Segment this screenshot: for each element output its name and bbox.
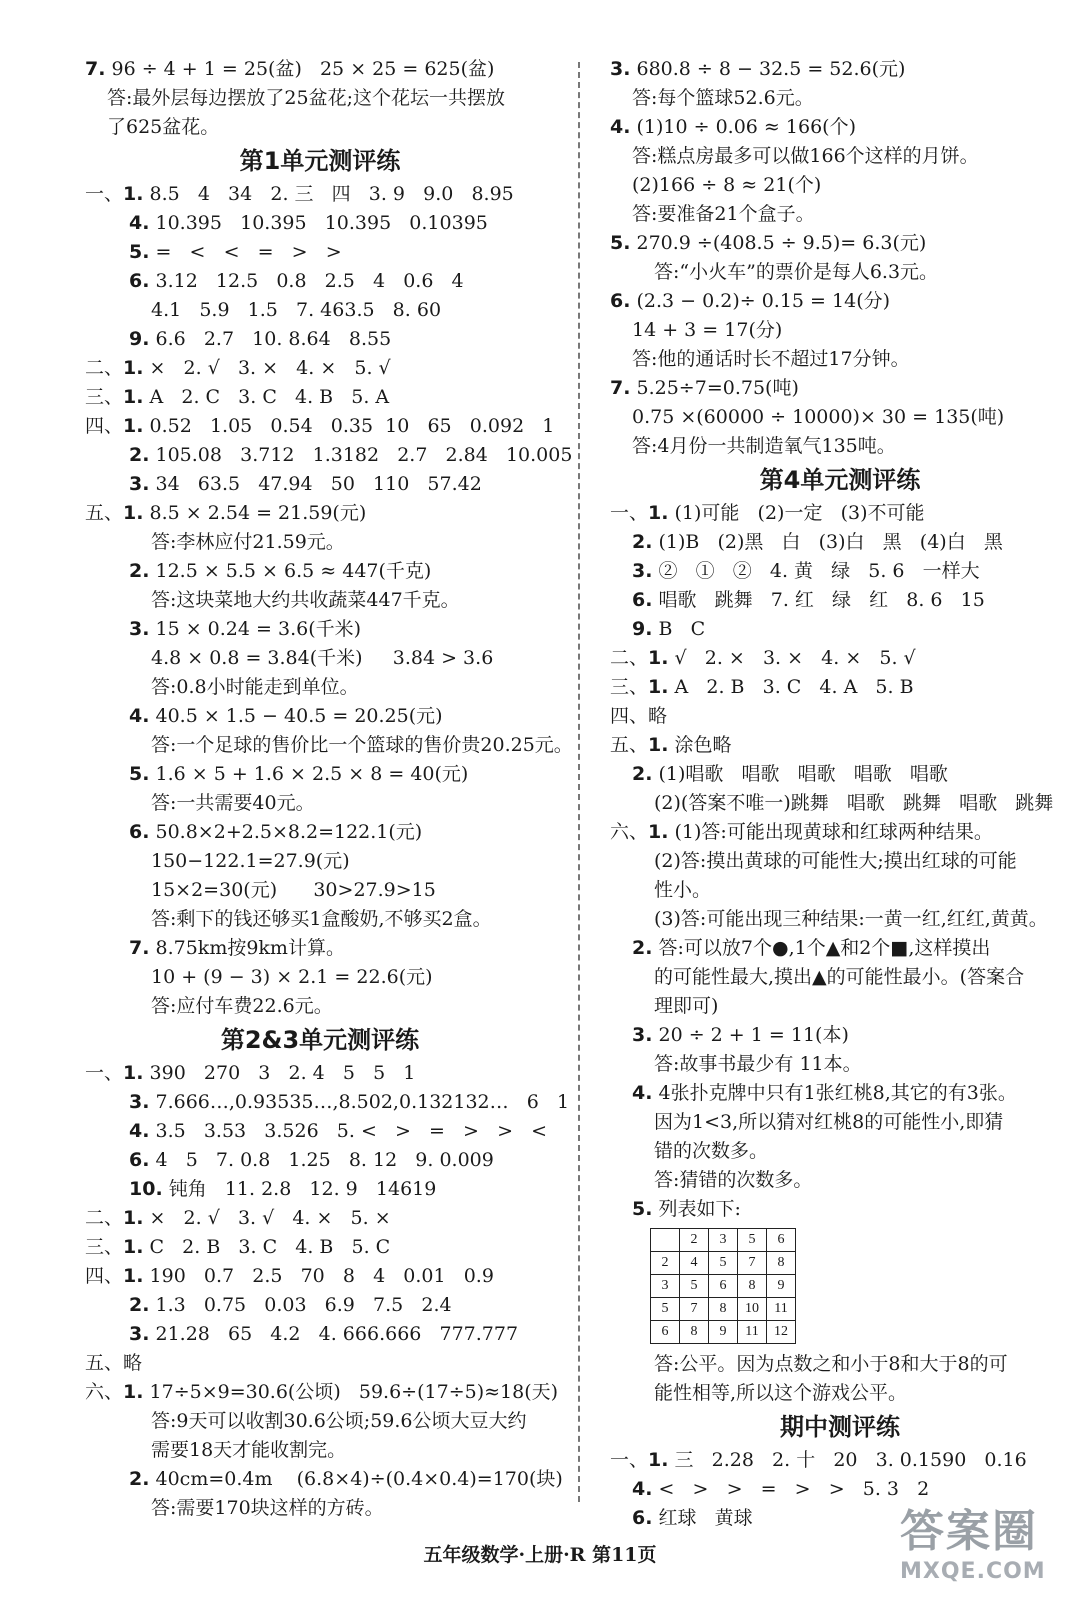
answer-line	[85, 528, 555, 557]
question-number: 3.	[632, 1024, 653, 1046]
table-cell: 8	[738, 1275, 767, 1298]
answer-line	[85, 905, 555, 934]
answer-line	[610, 905, 1070, 934]
section-prefix: 一、	[610, 502, 649, 524]
answer-text: 14 + 3 = 17(分)	[632, 319, 783, 341]
question-number: 4.	[632, 1082, 653, 1104]
answer-line	[610, 499, 1070, 528]
answer-line	[85, 113, 555, 142]
answer-line	[610, 374, 1070, 403]
answer-line	[610, 1079, 1070, 1108]
table-cell: 10	[738, 1298, 767, 1321]
answer-text: 8.5 4 34 2. 三 四 3. 9 9.0 8.95	[149, 183, 514, 205]
answer-text: 因为1<3,所以猜对红桃8的可能性小,即猜	[654, 1111, 1004, 1133]
answer-line	[85, 673, 555, 702]
section-prefix: 五、	[610, 734, 649, 756]
table-cell: 9	[767, 1275, 796, 1298]
question-number: 3.	[610, 58, 631, 80]
answer-text: 17÷5×9=30.6(公顷) 59.6÷(17÷5)≈18(天)	[149, 1381, 559, 1403]
table-cell: 2	[651, 1252, 680, 1275]
answer-text: 5.25÷7=0.75(吨)	[636, 377, 799, 399]
section-prefix: 二、	[85, 1207, 124, 1229]
answer-text: 34 63.5 47.94 50 110 57.42	[155, 473, 482, 495]
answer-text: 答:故事书最少有 11本。	[654, 1053, 862, 1075]
answer-line	[85, 789, 555, 818]
table-cell: 5	[738, 1229, 767, 1252]
table-cell: 3	[709, 1229, 738, 1252]
answer-line	[85, 731, 573, 760]
answer-line	[610, 1137, 1070, 1166]
answer-text: (1)唱歌 唱歌 唱歌 唱歌 唱歌	[658, 763, 948, 785]
answer-line	[85, 441, 573, 470]
answer-line	[85, 412, 555, 441]
question-number: 1.	[648, 676, 669, 698]
answer-line	[85, 876, 555, 905]
answer-text: 答:李林应付21.59元。	[151, 531, 345, 553]
question-number: 1.	[123, 183, 144, 205]
answer-line	[85, 702, 555, 731]
table-cell: 6	[709, 1275, 738, 1298]
answer-text: 190 0.7 2.5 70 8 4 0.01 0.9	[149, 1265, 494, 1287]
answer-text: 错的次数多。	[654, 1140, 769, 1162]
answer-text: 略	[648, 705, 668, 727]
answer-text: 答:一共需要40元。	[151, 792, 315, 814]
answer-text: 性小。	[654, 879, 712, 901]
watermark-top: 答案圈	[900, 1506, 1038, 1557]
answer-line	[610, 1050, 1070, 1079]
answer-text: 答:应付车费22.6元。	[151, 995, 333, 1017]
answer-text: 答:需要170块这样的方砖。	[151, 1497, 384, 1519]
answer-text: 15 × 0.24 = 3.6(千米)	[155, 618, 362, 640]
table-cell: 11	[738, 1321, 767, 1344]
answer-line	[85, 1146, 555, 1175]
watermark-bottom: MXQE.COM	[900, 1559, 1046, 1584]
section-prefix: 一、	[610, 1449, 649, 1471]
section-prefix: 二、	[610, 647, 649, 669]
answer-line	[610, 287, 1070, 316]
answer-line	[85, 1378, 559, 1407]
answer-text: A 2. C 3. C 4. B 5. A	[149, 386, 390, 408]
answer-line	[610, 876, 1070, 905]
answer-line	[610, 586, 1070, 615]
answer-text: 15×2=30(元) 30>27.9>15	[151, 879, 436, 901]
answer-text: 4.8 × 0.8 = 3.84(千米) 3.84 > 3.6	[151, 647, 494, 669]
section-prefix: 一、	[85, 183, 124, 205]
answer-text: B C	[658, 618, 706, 640]
answer-line	[610, 818, 1070, 847]
question-number: 3.	[632, 560, 653, 582]
answer-line	[85, 1291, 555, 1320]
answer-line	[610, 84, 1070, 113]
answer-text: 12.5 × 5.5 × 6.5 ≈ 447(千克)	[155, 560, 432, 582]
answer-text: 答:“小火车”的票价是每人6.3元。	[654, 261, 939, 283]
answer-text: 列表如下:	[658, 1198, 741, 1220]
table-row	[651, 1229, 796, 1252]
question-number: 1.	[648, 502, 669, 524]
section-prefix: 五、	[85, 502, 124, 524]
answer-text: 钝角 11. 2.8 12. 9 14619	[168, 1178, 437, 1200]
answer-line	[85, 1465, 563, 1494]
answer-text: (2.3 − 0.2)÷ 0.15 = 14(分)	[636, 290, 891, 312]
answer-line	[610, 847, 1070, 876]
answer-text: 0.52 1.05 0.54 0.35 10 65 0.092 1	[149, 415, 555, 437]
answer-line	[610, 113, 1070, 142]
answer-text: 3.5 3.53 3.526 5. < > = > > <	[155, 1120, 548, 1142]
table-cell: 11	[767, 1298, 796, 1321]
section-heading: 第1单元测评练	[239, 147, 401, 175]
table-cell: 6	[767, 1229, 796, 1252]
section-prefix: 四、	[85, 415, 124, 437]
question-number: 1.	[123, 1062, 144, 1084]
question-number: 1.	[123, 386, 144, 408]
answer-text: 4.1 5.9 1.5 7. 463.5 8. 60	[151, 299, 442, 321]
answer-text: 21.28 65 4.2 4. 666.666 777.777	[155, 1323, 519, 1345]
answer-text: 答:可以放7个●,1个▲和2个■,这样摸出	[658, 937, 991, 959]
question-number: 10.	[129, 1178, 163, 1200]
answer-line	[610, 229, 1070, 258]
right-column	[610, 55, 1070, 1533]
answer-text: (1)B (2)黑 白 (3)白 黑 (4)白 黑	[658, 531, 1003, 553]
answer-text: 答:他的通话时长不超过17分钟。	[632, 348, 910, 370]
answer-text: 答:最外层每边摆放了25盆花;这个花坛一共摆放	[107, 87, 505, 109]
answer-line	[85, 1088, 570, 1117]
question-number: 7.	[610, 377, 631, 399]
answer-line	[610, 1350, 1070, 1379]
table-cell: 6	[651, 1321, 680, 1344]
answer-line	[85, 1349, 555, 1378]
answer-line	[610, 963, 1070, 992]
answer-text: 答:一个足球的售价比一个篮球的售价贵20.25元。	[151, 734, 573, 756]
answer-text: 答:4月份一共制造氧气135吨。	[632, 435, 896, 457]
answer-text: × 2. √ 3. √ 4. × 5. ×	[149, 1207, 391, 1229]
answer-line	[85, 238, 555, 267]
question-number: 3.	[129, 618, 150, 640]
answer-text: 了625盆花。	[107, 116, 220, 138]
answer-text: 需要18天才能收割完。	[151, 1439, 347, 1461]
answer-text: 680.8 ÷ 8 − 32.5 = 52.6(元)	[636, 58, 906, 80]
question-number: 2.	[632, 937, 653, 959]
answer-line	[610, 200, 1070, 229]
answer-text: 理即可)	[654, 995, 719, 1017]
answer-text: 3.12 12.5 0.8 2.5 4 0.6 4	[155, 270, 464, 292]
question-number: 3.	[129, 1323, 150, 1345]
section-prefix: 三、	[610, 676, 649, 698]
section-heading: 第4单元测评练	[759, 466, 921, 494]
table-row	[651, 1321, 796, 1344]
answer-text: (3)答:可能出现三种结果:一黄一红,红红,黄黄。	[654, 908, 1048, 930]
question-number: 2.	[129, 560, 150, 582]
answer-line	[610, 1166, 1070, 1195]
answer-text: 8.5 × 2.54 = 21.59(元)	[149, 502, 367, 524]
question-number: 4.	[129, 212, 150, 234]
answer-line	[610, 934, 1070, 963]
answer-line	[610, 644, 1070, 673]
answer-text: √ 2. × 3. × 4. × 5. √	[674, 647, 916, 669]
answer-text: 略	[123, 1352, 143, 1374]
table-row	[651, 1252, 796, 1275]
answer-line	[610, 1021, 1070, 1050]
question-number: 3.	[129, 473, 150, 495]
answer-text: 涂色略	[674, 734, 732, 756]
left-column	[85, 55, 573, 1523]
question-number: 1.	[123, 415, 144, 437]
answer-line	[85, 1262, 555, 1291]
answer-line	[85, 557, 555, 586]
answer-text: 40cm=0.4m (6.8×4)÷(0.4×0.4)=170(块)	[155, 1468, 563, 1490]
question-number: 1.	[648, 1449, 669, 1471]
answer-text: (2)答:摸出黄球的可能性大;摸出红球的可能	[654, 850, 1017, 872]
answer-text: ② ① ② 4. 黄 绿 5. 6 一样大	[658, 560, 980, 582]
answer-text: < > > = > > 5. 3 2	[658, 1478, 930, 1500]
question-number: 4.	[610, 116, 631, 138]
question-number: 6.	[129, 270, 150, 292]
table-cell: 5	[680, 1275, 709, 1298]
question-number: 6.	[129, 1149, 150, 1171]
question-number: 9.	[129, 328, 150, 350]
answer-text: 0.75 ×(60000 ÷ 10000)× 30 = 135(吨)	[632, 406, 1005, 428]
table-cell: 8	[680, 1321, 709, 1344]
question-number: 1.	[123, 1381, 144, 1403]
answer-text: 105.08 3.712 1.3182 2.7 2.84 10.005	[155, 444, 573, 466]
question-number: 5.	[610, 232, 631, 254]
answer-line	[85, 180, 555, 209]
table-cell: 8	[767, 1252, 796, 1275]
table-row	[651, 1275, 796, 1298]
answer-text: (1)可能 (2)一定 (3)不可能	[674, 502, 925, 524]
section-prefix: 一、	[85, 1062, 124, 1084]
question-number: 5.	[632, 1198, 653, 1220]
watermark-logo	[900, 1495, 1070, 1595]
question-number: 6.	[129, 821, 150, 843]
table-row	[651, 1298, 796, 1321]
answer-text: 20 ÷ 2 + 1 = 11(本)	[658, 1024, 849, 1046]
answer-line	[85, 354, 555, 383]
question-number: 1.	[648, 734, 669, 756]
answer-text: 答:糕点房最多可以做166个这样的月饼。	[632, 145, 979, 167]
question-number: 1.	[123, 1207, 144, 1229]
answer-text: 7.666…,0.93535…,8.502,0.132132… 6 1	[155, 1091, 570, 1113]
answer-line	[85, 1233, 555, 1262]
answer-line	[85, 267, 555, 296]
answer-line	[610, 789, 1070, 818]
section-prefix: 三、	[85, 1236, 124, 1258]
answer-text: 8.75km按9km计算。	[155, 937, 345, 959]
answer-line	[85, 499, 555, 528]
answer-text: 390 270 3 2. 4 5 5 1	[149, 1062, 416, 1084]
answer-text: 答:0.8小时能走到单位。	[151, 676, 359, 698]
answer-line	[610, 1195, 1070, 1224]
question-number: 1.	[123, 502, 144, 524]
question-number: 6.	[632, 589, 653, 611]
answer-text: (1)答:可能出现黄球和红球两种结果。	[674, 821, 993, 843]
answer-line	[85, 296, 555, 325]
answer-line	[85, 325, 555, 354]
question-number: 4.	[129, 705, 150, 727]
answer-text: 96 ÷ 4 + 1 = 25(盆) 25 × 25 = 625(盆)	[111, 58, 495, 80]
question-number: 2.	[129, 1294, 150, 1316]
table-cell: 5	[709, 1252, 738, 1275]
answer-text: 答:每个篮球52.6元。	[632, 87, 814, 109]
section-prefix: 四、	[610, 705, 649, 727]
question-number: 1.	[123, 357, 144, 379]
answer-line	[610, 1446, 1070, 1475]
answer-text: (1)10 ÷ 0.06 ≈ 166(个)	[636, 116, 856, 138]
section-heading: 期中测评练	[780, 1413, 900, 1441]
table-cell: 8	[709, 1298, 738, 1321]
answer-text: 三 2.28 2. 十 20 3. 0.1590 0.16	[674, 1449, 1027, 1471]
answer-line	[85, 1059, 555, 1088]
answer-text: × 2. √ 3. × 4. × 5. √	[149, 357, 391, 379]
answer-line	[85, 84, 555, 113]
table-cell: 12	[767, 1321, 796, 1344]
answer-line	[85, 1175, 555, 1204]
answer-text: 1.3 0.75 0.03 6.9 7.5 2.4	[155, 1294, 452, 1316]
section-prefix: 六、	[85, 1381, 124, 1403]
answer-text: C 2. B 3. C 4. B 5. C	[149, 1236, 391, 1258]
answer-line	[85, 992, 555, 1021]
answer-text: 40.5 × 1.5 − 40.5 = 20.25(元)	[155, 705, 443, 727]
answer-line	[85, 1204, 555, 1233]
question-number: 2.	[632, 763, 653, 785]
question-number: 2.	[129, 1468, 150, 1490]
section-heading: 第2&3单元测评练	[220, 1026, 420, 1054]
answer-text: 红球 黄球	[658, 1507, 753, 1529]
answer-line	[610, 673, 1070, 702]
section-prefix: 四、	[85, 1265, 124, 1287]
answer-line	[610, 316, 1070, 345]
answer-text: 答:公平。因为点数之和小于8和大于8的可	[654, 1353, 1008, 1375]
dice-sum-table	[650, 1228, 796, 1344]
answer-text: = < < = > >	[155, 241, 342, 263]
answer-text: (2)166 ÷ 8 ≈ 21(个)	[632, 174, 822, 196]
question-number: 1.	[648, 647, 669, 669]
answer-line	[85, 55, 555, 84]
answer-line	[85, 644, 555, 673]
question-number: 2.	[129, 444, 150, 466]
question-number: 6.	[632, 1507, 653, 1529]
answer-line	[85, 934, 555, 963]
answer-text: 唱歌 跳舞 7. 红 绿 红 8. 6 15	[658, 589, 985, 611]
table-cell: 5	[651, 1298, 680, 1321]
answer-line	[610, 1108, 1070, 1137]
answer-text: A 2. B 3. C 4. A 5. B	[674, 676, 914, 698]
answer-line	[85, 818, 555, 847]
table-cell: 7	[738, 1252, 767, 1275]
table-cell: 7	[680, 1298, 709, 1321]
answer-text: 1.6 × 5 + 1.6 × 2.5 × 8 = 40(元)	[155, 763, 469, 785]
answer-line	[610, 731, 1070, 760]
answer-line	[610, 760, 1070, 789]
answer-line	[85, 470, 555, 499]
answer-line	[85, 1494, 555, 1523]
question-number: 4.	[632, 1478, 653, 1500]
table-cell: 3	[651, 1275, 680, 1298]
answer-text: 10.395 10.395 10.395 0.10395	[155, 212, 488, 234]
answer-line	[610, 528, 1070, 557]
question-number: 5.	[129, 241, 150, 263]
answer-text: 4张扑克牌中只有1张红桃8,其它的有3张。	[658, 1082, 1017, 1104]
answer-line	[610, 171, 1070, 200]
table-cell: 9	[709, 1321, 738, 1344]
answer-text: 6.6 2.7 10. 8.64 8.55	[155, 328, 392, 350]
answer-line	[85, 963, 555, 992]
answer-line	[85, 1407, 555, 1436]
answer-line	[85, 847, 555, 876]
question-number: 1.	[123, 1265, 144, 1287]
answer-line	[610, 557, 1070, 586]
table-cell: 4	[680, 1252, 709, 1275]
question-number: 1.	[123, 1236, 144, 1258]
answer-text: 能性相等,所以这个游戏公平。	[654, 1382, 908, 1404]
section-prefix: 二、	[85, 357, 124, 379]
question-number: 2.	[632, 531, 653, 553]
question-number: 3.	[129, 1091, 150, 1113]
answer-line	[610, 615, 1070, 644]
table-cell: 2	[680, 1229, 709, 1252]
answer-line	[85, 1320, 555, 1349]
answer-text: (2)(答案不唯一)跳舞 唱歌 跳舞 唱歌 跳舞	[654, 792, 1054, 814]
answer-text: 答:9天可以收割30.6公顷;59.6公顷大豆大约	[151, 1410, 527, 1432]
answer-text: 答:要准备21个盒子。	[632, 203, 815, 225]
answer-line	[610, 55, 1070, 84]
answer-text: 答:猜错的次数多。	[654, 1169, 813, 1191]
answer-line	[85, 209, 555, 238]
answer-line	[610, 142, 1070, 171]
answer-line	[610, 432, 1070, 461]
answer-line	[610, 258, 1070, 287]
answer-line	[85, 615, 555, 644]
answer-line	[85, 760, 555, 789]
question-number: 5.	[129, 763, 150, 785]
section-prefix: 三、	[85, 386, 124, 408]
table-cell	[651, 1229, 680, 1252]
answer-line	[85, 1117, 555, 1146]
column-divider	[578, 62, 580, 1502]
question-number: 7.	[85, 58, 106, 80]
answer-line	[85, 383, 555, 412]
answer-line	[85, 1436, 555, 1465]
answer-line	[610, 345, 1070, 374]
answer-text: 270.9 ÷(408.5 ÷ 9.5)= 6.3(元)	[636, 232, 927, 254]
answer-line	[610, 992, 1070, 1021]
answer-line	[610, 1379, 1070, 1408]
question-number: 1.	[648, 821, 669, 843]
question-number: 9.	[632, 618, 653, 640]
section-prefix: 六、	[610, 821, 649, 843]
page-footer: 五年级数学·上册·R 第11页	[423, 1544, 657, 1566]
answer-text: 的可能性最大,摸出▲的可能性最小。(答案合	[654, 966, 1025, 988]
answer-text: 答:剩下的钱还够买1盒酸奶,不够买2盒。	[151, 908, 492, 930]
section-prefix: 五、	[85, 1352, 124, 1374]
answer-text: 10 + (9 − 3) × 2.1 = 22.6(元)	[151, 966, 433, 988]
answer-line	[610, 702, 1070, 731]
answer-text: 4 5 7. 0.8 1.25 8. 12 9. 0.009	[155, 1149, 494, 1171]
question-number: 7.	[129, 937, 150, 959]
answer-line	[610, 403, 1070, 432]
question-number: 4.	[129, 1120, 150, 1142]
answer-text: 150−122.1=27.9(元)	[151, 850, 350, 872]
answer-text: 50.8×2+2.5×8.2=122.1(元)	[155, 821, 423, 843]
answer-line	[85, 586, 555, 615]
answer-text: 答:这块菜地大约共收蔬菜447千克。	[151, 589, 460, 611]
question-number: 6.	[610, 290, 631, 312]
